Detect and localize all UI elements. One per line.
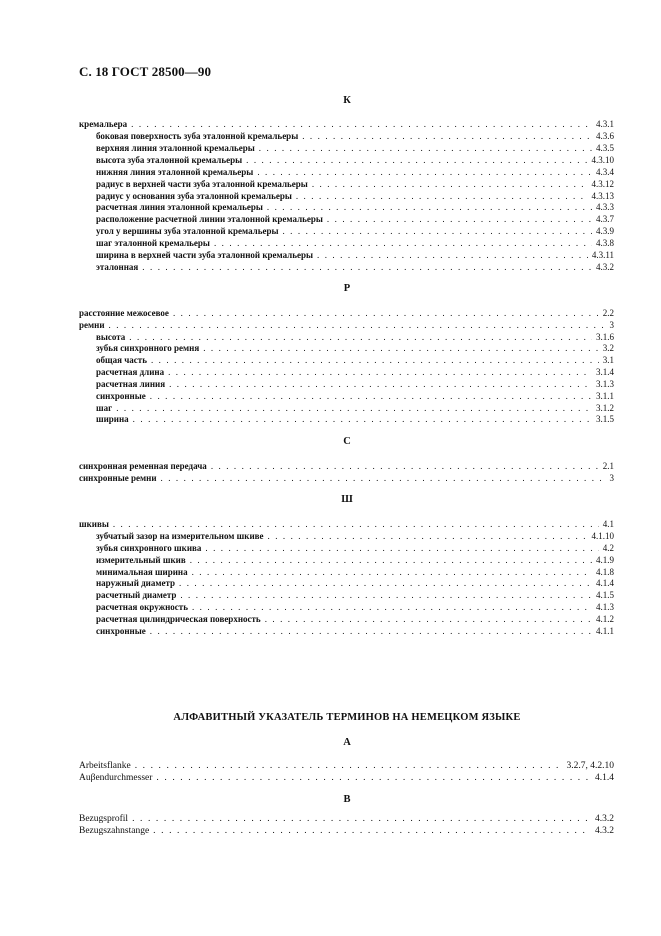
index-ref: 3.1.5 <box>596 414 614 424</box>
index-ref: 3 <box>609 320 614 330</box>
index-entry <box>96 413 614 425</box>
index-ref: 4.1 <box>602 519 614 529</box>
index-term: зубчатый зазор на измерительном шкиве <box>96 531 264 541</box>
leader-dots <box>156 772 591 784</box>
index-term: наружный диаметр <box>96 578 176 588</box>
leader-dots <box>312 178 588 190</box>
leader-dots <box>214 237 592 249</box>
leader-dots <box>205 542 598 554</box>
index-term: высота зуба эталонной кремальеры <box>96 155 243 165</box>
index-ref: 4.2 <box>602 543 614 553</box>
index-entry <box>79 772 614 784</box>
index-term: Arbeitsflanke <box>79 761 131 771</box>
leader-dots <box>131 118 592 130</box>
index-term: расчетная цилиндрическая поверхность <box>96 614 261 624</box>
index-term: зубья синхронного ремня <box>96 343 200 353</box>
index-term: шкивы <box>79 519 109 529</box>
section-letter-r: Р <box>343 283 351 294</box>
index-ref: 4.3.1 <box>596 119 614 129</box>
index-term: синхронная ременная передача <box>79 461 207 471</box>
index-ref: 4.1.1 <box>596 626 614 636</box>
index-entry <box>96 589 614 601</box>
leader-dots <box>327 213 592 225</box>
leader-dots <box>153 825 591 837</box>
index-ref: 3.1.3 <box>596 379 614 389</box>
index-term: радиус у основания зуба эталонной кремальеры <box>96 191 292 201</box>
section-letter-sh: Ш <box>341 494 353 505</box>
index-ref: 2.1 <box>602 461 614 471</box>
index-ref: 4.3.9 <box>596 226 614 236</box>
index-term: верхняя линия эталонной кремальеры <box>96 143 255 153</box>
page-header: С. 18 ГОСТ 28500—90 <box>79 64 212 79</box>
index-ref: 4.3.2 <box>595 814 614 824</box>
index-ref: 4.1.4 <box>595 773 614 783</box>
leader-dots <box>317 249 588 261</box>
index-entry <box>79 319 614 331</box>
german-index-title: АЛФАВИТНЫЙ УКАЗАТЕЛЬ ТЕРМИНОВ НА НЕМЕЦКОМ ЯЗЫКЕ <box>173 712 521 723</box>
index-entry <box>79 813 614 825</box>
index-entry <box>96 542 614 554</box>
leader-dots <box>268 530 588 542</box>
leader-dots <box>142 261 592 273</box>
index-ref: 4.3.8 <box>596 238 614 248</box>
index-entry <box>96 354 614 366</box>
index-entry <box>96 366 614 378</box>
index-entry <box>96 577 614 589</box>
leader-dots <box>259 142 592 154</box>
index-ref: 3.2.7, 4.2.10 <box>566 761 614 771</box>
index-entry <box>96 130 614 142</box>
index-entry <box>96 142 614 154</box>
leader-dots <box>257 166 592 178</box>
index-ref: 4.1.10 <box>591 531 614 541</box>
index-entry <box>79 518 614 530</box>
leader-dots <box>151 354 599 366</box>
index-term: расположение расчетной линии эталонной кремальеры <box>96 214 323 224</box>
index-term: синхронные ремни <box>79 473 157 483</box>
index-entry <box>96 625 614 637</box>
index-term: высота <box>96 332 126 342</box>
index-term: Bezugszahnstange <box>79 826 150 836</box>
index-term: синхронные <box>96 391 146 401</box>
section-letter-s: С <box>343 436 351 447</box>
index-term: радиус в верхней части зуба эталонной кремальеры <box>96 179 308 189</box>
index-term: эталонная <box>96 262 139 272</box>
index-entry <box>96 178 614 190</box>
index-ref: 4.1.9 <box>596 555 614 565</box>
index-term: минимальная ширина <box>96 567 188 577</box>
index-ref: 4.3.12 <box>591 179 614 189</box>
leader-dots <box>192 601 592 613</box>
index-term: шаг эталонной кремальеры <box>96 238 210 248</box>
index-ref: 4.3.6 <box>596 131 614 141</box>
index-ref: 3.1 <box>602 355 614 365</box>
index-ref: 3.1.4 <box>596 367 614 377</box>
leader-dots <box>302 130 592 142</box>
leader-dots <box>109 319 606 331</box>
index-term: ширина в верхней части зуба эталонной кремальеры <box>96 250 314 260</box>
leader-dots <box>113 518 599 530</box>
index-ref: 2.2 <box>602 308 614 318</box>
index-entry <box>79 307 614 319</box>
index-ref: 4.3.3 <box>596 202 614 212</box>
index-ref: 4.3.2 <box>596 262 614 272</box>
index-entry <box>79 460 614 472</box>
leader-dots <box>150 390 592 402</box>
index-ref: 4.3.5 <box>596 143 614 153</box>
leader-dots <box>135 760 563 772</box>
index-ref: 4.1.5 <box>596 590 614 600</box>
index-term: Bezugsprofil <box>79 814 129 824</box>
index-ref: 3.1.2 <box>596 403 614 413</box>
leader-dots <box>190 554 592 566</box>
index-entry <box>79 825 614 837</box>
index-entry <box>96 166 614 178</box>
index-entry <box>96 554 614 566</box>
leader-dots <box>267 201 592 213</box>
section-letter-k: К <box>343 95 351 106</box>
index-entry <box>96 261 614 273</box>
index-entry <box>96 342 614 354</box>
leader-dots <box>168 366 592 378</box>
index-entry <box>96 601 614 613</box>
section-letter-b: B <box>343 794 351 805</box>
index-term: шаг <box>96 403 113 413</box>
index-ref: 4.3.11 <box>591 250 614 260</box>
leader-dots <box>180 589 592 601</box>
leader-dots <box>179 577 592 589</box>
index-entry <box>96 249 614 261</box>
index-term: расчетная окружность <box>96 602 188 612</box>
index-term: синхронные <box>96 626 146 636</box>
leader-dots <box>132 813 591 825</box>
leader-dots <box>203 342 599 354</box>
index-ref: 4.3.7 <box>596 214 614 224</box>
index-entry <box>96 225 614 237</box>
index-ref: 4.3.2 <box>595 826 614 836</box>
section-letter-a: A <box>343 737 351 748</box>
index-term: расчетный диаметр <box>96 590 177 600</box>
leader-dots <box>282 225 592 237</box>
index-term: расстояние межосевое <box>79 308 169 318</box>
index-term: Auβendurchmesser <box>79 773 153 783</box>
leader-dots <box>265 613 592 625</box>
index-entry <box>79 472 614 484</box>
index-term: ширина <box>96 414 129 424</box>
index-term: расчетная линия эталонной кремальеры <box>96 202 263 212</box>
index-term: кремальера <box>79 119 128 129</box>
leader-dots <box>246 154 587 166</box>
index-ref: 4.1.2 <box>596 614 614 624</box>
index-ref: 4.3.10 <box>591 155 614 165</box>
leader-dots <box>211 460 599 472</box>
index-term: нижняя линия эталонной кремальеры <box>96 167 254 177</box>
index-entry <box>79 118 614 130</box>
index-term: общая часть <box>96 355 147 365</box>
leader-dots <box>169 378 592 390</box>
index-ref: 4.3.13 <box>591 191 614 201</box>
index-ref: 4.1.4 <box>596 578 614 588</box>
index-ref: 3.1.1 <box>596 391 614 401</box>
index-entry <box>96 613 614 625</box>
leader-dots <box>161 472 606 484</box>
index-ref: 4.1.8 <box>596 567 614 577</box>
index-entry <box>96 237 614 249</box>
index-term: измерительный шкив <box>96 555 186 565</box>
index-ref: 3.1.6 <box>596 332 614 342</box>
index-term: угол у вершины зуба эталонной кремальеры <box>96 226 279 236</box>
index-entry <box>96 390 614 402</box>
index-term: зубья синхронного шкива <box>96 543 202 553</box>
index-ref: 4.1.3 <box>596 602 614 612</box>
leader-dots <box>133 413 592 425</box>
index-term: ремни <box>79 320 105 330</box>
index-ref: 3.2 <box>602 343 614 353</box>
index-ref: 3 <box>609 473 614 483</box>
index-entry <box>96 154 614 166</box>
leader-dots <box>173 307 599 319</box>
index-entry <box>79 760 614 772</box>
index-entry <box>96 378 614 390</box>
leader-dots <box>150 625 592 637</box>
index-entry <box>96 530 614 542</box>
index-term: расчетная длина <box>96 367 165 377</box>
index-entry <box>96 201 614 213</box>
index-term: расчетная линия <box>96 379 166 389</box>
index-entry <box>96 213 614 225</box>
index-term: боковая поверхность зуба эталонной кремальеры <box>96 131 299 141</box>
index-ref: 4.3.4 <box>596 167 614 177</box>
